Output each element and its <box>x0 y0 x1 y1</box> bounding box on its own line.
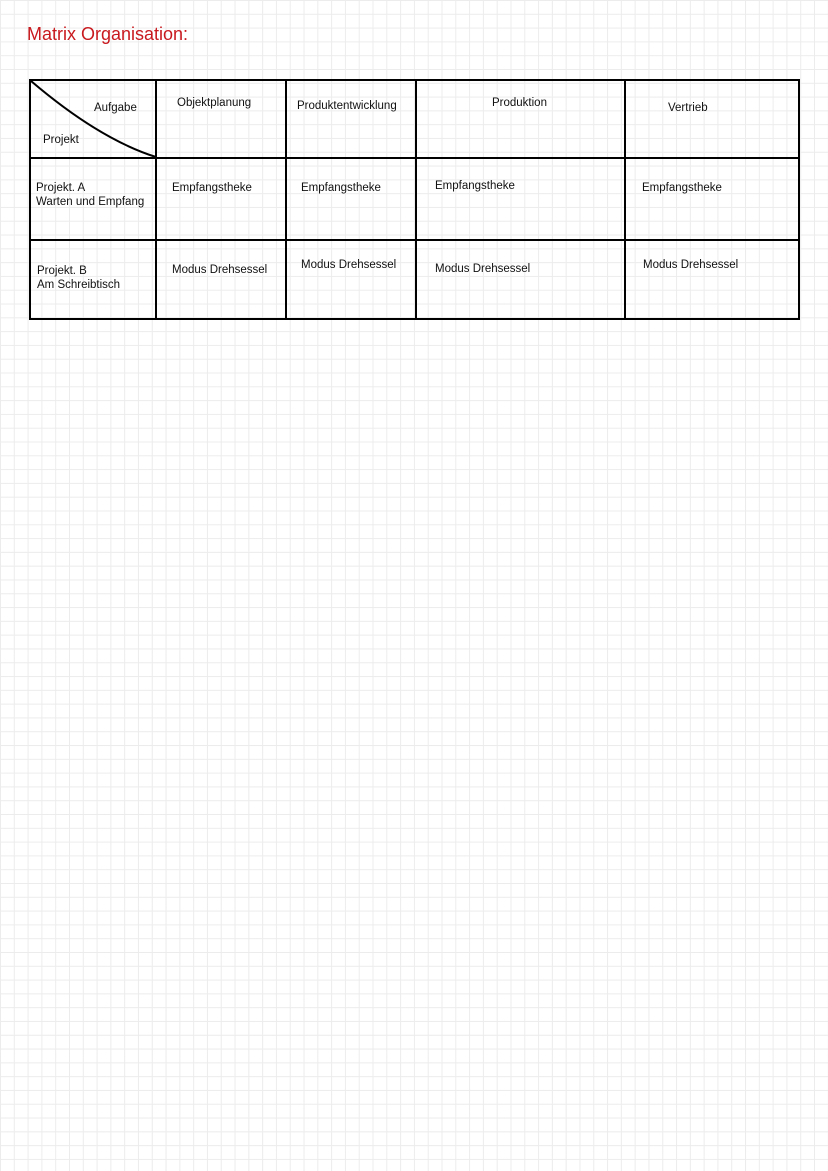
column-divider <box>624 79 626 320</box>
row-label-detail: Am Schreibtisch <box>37 279 121 291</box>
matrix-table <box>29 79 800 320</box>
column-header: Produktentwicklung <box>297 100 397 112</box>
corner-label-aufgabe: Aufgabe <box>94 102 137 114</box>
row-label-detail: Warten und Empfang <box>36 196 145 208</box>
matrix-cell: Modus Drehsessel <box>435 263 531 275</box>
row-label: Projekt. B <box>37 265 87 277</box>
page-title: Matrix Organisation: <box>27 24 189 44</box>
corner-diagonal <box>29 79 159 159</box>
matrix-cell: Empfangstheke <box>301 182 381 194</box>
column-divider <box>285 79 287 320</box>
matrix-cell: Modus Drehsessel <box>301 259 397 271</box>
column-header: Produktion <box>492 97 547 109</box>
matrix-cell: Modus Drehsessel <box>172 264 268 276</box>
row-divider <box>29 239 800 241</box>
matrix-cell: Empfangstheke <box>642 182 722 194</box>
matrix-cell: Empfangstheke <box>172 182 252 194</box>
column-divider <box>415 79 417 320</box>
matrix-cell: Modus Drehsessel <box>643 259 739 271</box>
column-header: Objektplanung <box>177 97 252 109</box>
column-header: Vertrieb <box>668 102 708 114</box>
corner-label-projekt: Projekt <box>43 134 79 146</box>
row-label: Projekt. A <box>36 182 86 194</box>
matrix-cell: Empfangstheke <box>435 180 515 192</box>
